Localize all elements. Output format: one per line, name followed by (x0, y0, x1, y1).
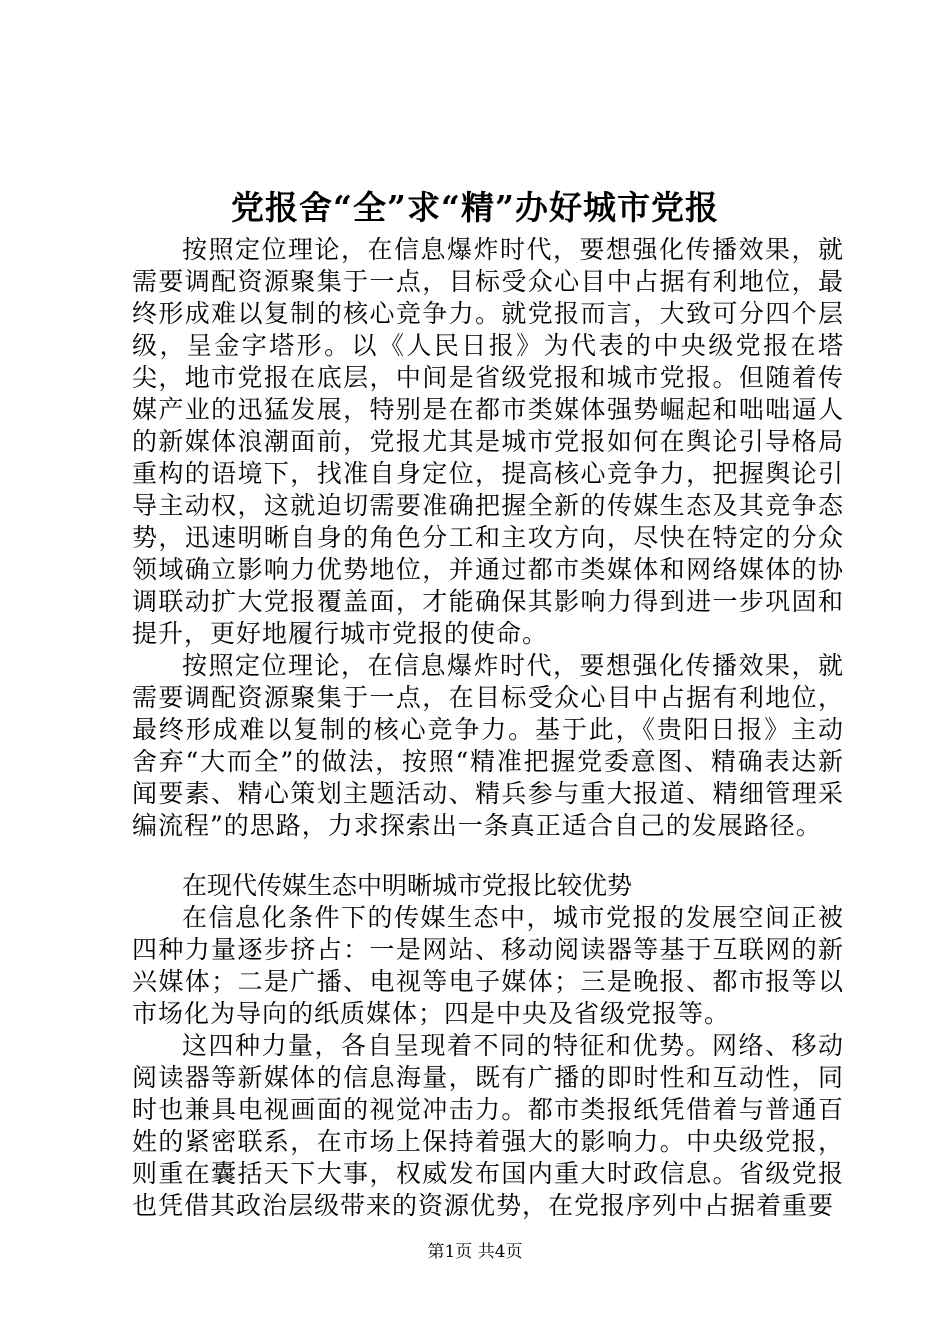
paragraph-gap (132, 842, 844, 870)
paragraph-4: 这四种力量，各自呈现着不同的特征和优势。网络、移动阅读器等新媒体的信息海量，既有广播的即时性和互动性，同时也兼具电视画面的视觉冲击力。都市类报纸凭借着与普通百姓的紧密联系，在市场上保持着强大的影响力。中央级党报，则重在囊括天下大事，权威发布国内重大时政信息。省级党报也凭借其政治层级带来的资源优势，在党报序列中占据着重要 (132, 1031, 844, 1220)
document-title: 党报舍“全”求“精”办好城市党报 (231, 188, 719, 227)
document-body (132, 234, 844, 1222)
page-indicator: 第1页 共4页 (427, 1242, 523, 1262)
section-heading: 在现代传媒生态中明晰城市党报比较优势 (182, 871, 633, 900)
paragraph-1: 按照定位理论，在信息爆炸时代，要想强化传播效果，就需要调配资源聚集于一点，目标受众心目中占据有利地位，最终形成难以复制的核心竞争力。就党报而言，大致可分四个层级，呈金字塔形。以《人民日报》为代表的中央级党报在塔尖，地市党报在底层，中间是省级党报和城市党报。但随着传媒产业的迅猛发展，特别是在都市类媒体强势崛起和咄咄逼人的新媒体浪潮面前，党报尤其是城市党报如何在舆论引导格局重构的语境下，找准自身定位，提高核心竞争力，把握舆论引导主动权，这就迫切需要准确把握全新的传媒生态及其竞争态势，迅速明晰自身的角色分工和主攻方向，尽快在特定的分众领域确立影响力优势地位，并通过都市类媒体和网络媒体的协调联动扩大党报覆盖面，才能确保其影响力得到进一步巩固和提升，更好地履行城市党报的使命。 (132, 235, 844, 648)
paragraph-2: 按照定位理论，在信息爆炸时代，要想强化传播效果，就需要调配资源聚集于一点，在目标受众心目中占据有利地位，最终形成难以复制的核心竞争力。基于此，《贵阳日报》主动舍弃“大而全”的做法，按照“精准把握党委意图、精确表达新闻要素、精心策划主题活动、精兵参与重大报道、精细管理采编流程”的思路，力求探索出一条真正适合自己的发展路径。 (132, 651, 844, 840)
paragraph-3: 在信息化条件下的传媒生态中，城市党报的发展空间正被四种力量逐步挤占：一是网站、移动阅读器等基于互联网的新兴媒体；二是广播、电视等电子媒体；三是晚报、都市报等以市场化为导向的纸质媒体；四是中央及省级党报等。 (132, 903, 844, 1028)
